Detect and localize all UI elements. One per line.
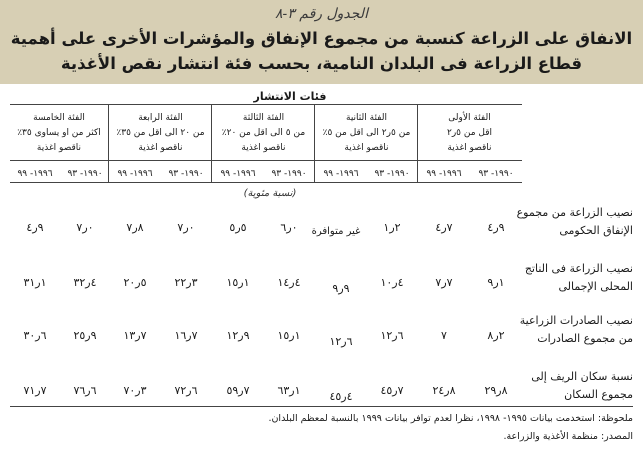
table-cell: ٣ر٧٠ (123, 384, 147, 397)
row-label: نسبة سكان الريف إلى مجموع السكان (531, 370, 633, 401)
table-cell: ٩ر٤ (487, 221, 505, 234)
unit-note: (نسبة مئوية) (243, 188, 297, 199)
categories-bottom-rule (10, 160, 522, 161)
category-name: الفئة الرابعة (138, 113, 183, 123)
table-cell: ٢ر١ (383, 221, 401, 234)
table-cell: ٤ر١٠ (380, 276, 404, 289)
category-name: الفئة الثانية (346, 113, 387, 123)
year-label: ١٩٩٠- ٩٣ (67, 169, 103, 179)
categories-title: فئات الانتشار (253, 90, 327, 103)
category-note: ناقصو اغذية (447, 143, 492, 153)
year-label: ١٩٩٠- ٩٣ (168, 169, 204, 179)
table-cell: ٧ر١٦ (174, 329, 198, 342)
table-title-line-2: قطاع الزراعة فى البلدان النامية، بحسب فئة انتشار نقص الأغذية (60, 54, 583, 73)
table-cell: ٩ر١٢ (226, 329, 250, 342)
table-cell: ٦ر٣٠ (23, 329, 47, 342)
category-name: الفئة الخامسة (33, 113, 85, 123)
table-cell: ٧ر٤٥ (380, 384, 404, 397)
category-note: ناقصو اغذية (36, 143, 82, 153)
table-cell: ٠ر٦ (280, 221, 298, 234)
table-cell: ٤ر١٤ (277, 276, 301, 289)
table-cell: ٦ر٧٦ (73, 384, 97, 397)
table-cell: ١ر٦٣ (277, 384, 301, 397)
category-range: من ٥ر٢ الى اقل من ٥٪ (322, 128, 411, 138)
table-cell: ٨ر٧ (126, 221, 144, 234)
table-cell: ٦ر١٢ (380, 329, 404, 342)
column-divider (211, 104, 212, 182)
table-cell: ٦ر٧٢ (174, 384, 198, 397)
year-label: ١٩٩٦- ٩٩ (426, 169, 462, 179)
table-cell: ٥ر٥ (229, 221, 247, 234)
row-label: نصيب الصادرات الزراعية من مجموع الصادرات (519, 314, 633, 345)
year-label: ١٩٩٦- ٩٩ (117, 169, 153, 179)
table-cell: ٧ر٤ (435, 221, 453, 234)
table-cell: ٨ر٢٤ (432, 384, 456, 397)
table-cell: ٧ر٧ (435, 276, 453, 289)
table-cell: ٥ر٢٠ (123, 276, 147, 289)
years-bottom-rule (10, 182, 522, 183)
table-cell: ٧ر٥٩ (226, 384, 250, 397)
footnote: ملحوظة: استخدمت بيانات ١٩٩٥- ١٩٩٨، نظرا لعدم توافر بيانات ١٩٩٩ بالنسبة لمعظم البلدان. (268, 413, 633, 424)
table-cell: ٦ر١٢ (329, 335, 353, 348)
year-label: ١٩٩٦- ٩٩ (17, 169, 53, 179)
category-name: الفئة الثالثة (242, 113, 285, 123)
table-number: الجدول رقم ٣-٨ (275, 6, 368, 22)
category-header (213, 112, 314, 154)
table-cell: ١ر٣١ (23, 276, 47, 289)
category-range: اقل من ٥ر٢ (446, 128, 493, 138)
source-note: المصدر: منظمة الأغذية والزراعة. (503, 431, 633, 442)
table-cell: ٢ر٨ (487, 329, 505, 342)
table-cell: ٧ر١٣ (123, 329, 147, 342)
table-cell: ٩ر٤ (26, 221, 44, 234)
table-cell: ٩ر٢٥ (73, 329, 97, 342)
category-header (316, 112, 417, 154)
table-cell: ٩ر٩ (332, 282, 350, 295)
category-name: الفئة الأولى (448, 113, 491, 123)
table-cell: ١ر١٥ (226, 276, 250, 289)
notes-top-rule (10, 406, 633, 407)
category-range: من ٢٠ الى اقل من ٣٥٪ (116, 128, 205, 138)
table-cell: ٣ر٢٢ (174, 276, 198, 289)
category-header (110, 112, 211, 154)
category-note: ناقصو اغذية (138, 143, 183, 153)
table-cell: ٠ر٧ (76, 221, 94, 234)
table-cell: ٧ر٧١ (23, 384, 47, 397)
table-cell: ٤ر٤٥ (329, 390, 353, 403)
year-label: ١٩٩٠- ٩٣ (374, 169, 410, 179)
top-rule (10, 104, 522, 105)
table-cell: ١ر١٥ (277, 329, 301, 342)
row-label: نصيب الزراعة من مجموع الإنفاق الحكومى (516, 206, 633, 237)
table-cell: غير متوافرة (311, 226, 361, 237)
table-cell: ٨ر٢٩ (484, 384, 508, 397)
year-label: ١٩٩٦- ٩٩ (323, 169, 359, 179)
category-range: من ٥ الى اقل من ٢٠٪ (221, 128, 306, 138)
category-header (10, 112, 108, 154)
year-label: ١٩٩٦- ٩٩ (220, 169, 256, 179)
category-range: اكثر من او يساوى ٣٥٪ (17, 128, 101, 138)
table-cell: ٠ر٧ (177, 221, 195, 234)
year-label: ١٩٩٠- ٩٣ (271, 169, 307, 179)
year-label: ١٩٩٠- ٩٣ (478, 169, 514, 179)
table-header (0, 0, 643, 84)
table-cell: ١ر٩ (487, 276, 505, 289)
table-cell: ٤ر٣٢ (73, 276, 97, 289)
category-note: ناقصو اغذية (241, 143, 286, 153)
column-divider (314, 104, 315, 182)
category-note: ناقصو اغذية (344, 143, 389, 153)
row-label: نصيب الزراعة فى الناتج المحلى الإجمالى (524, 262, 633, 293)
category-header (419, 112, 520, 154)
table-title-line-1: الانفاق على الزراعة كنسبة من مجموع الإنفاق والمؤشرات الأخرى على أهمية (10, 29, 633, 48)
table-cell: ٧ (441, 329, 447, 342)
column-divider (417, 104, 418, 182)
